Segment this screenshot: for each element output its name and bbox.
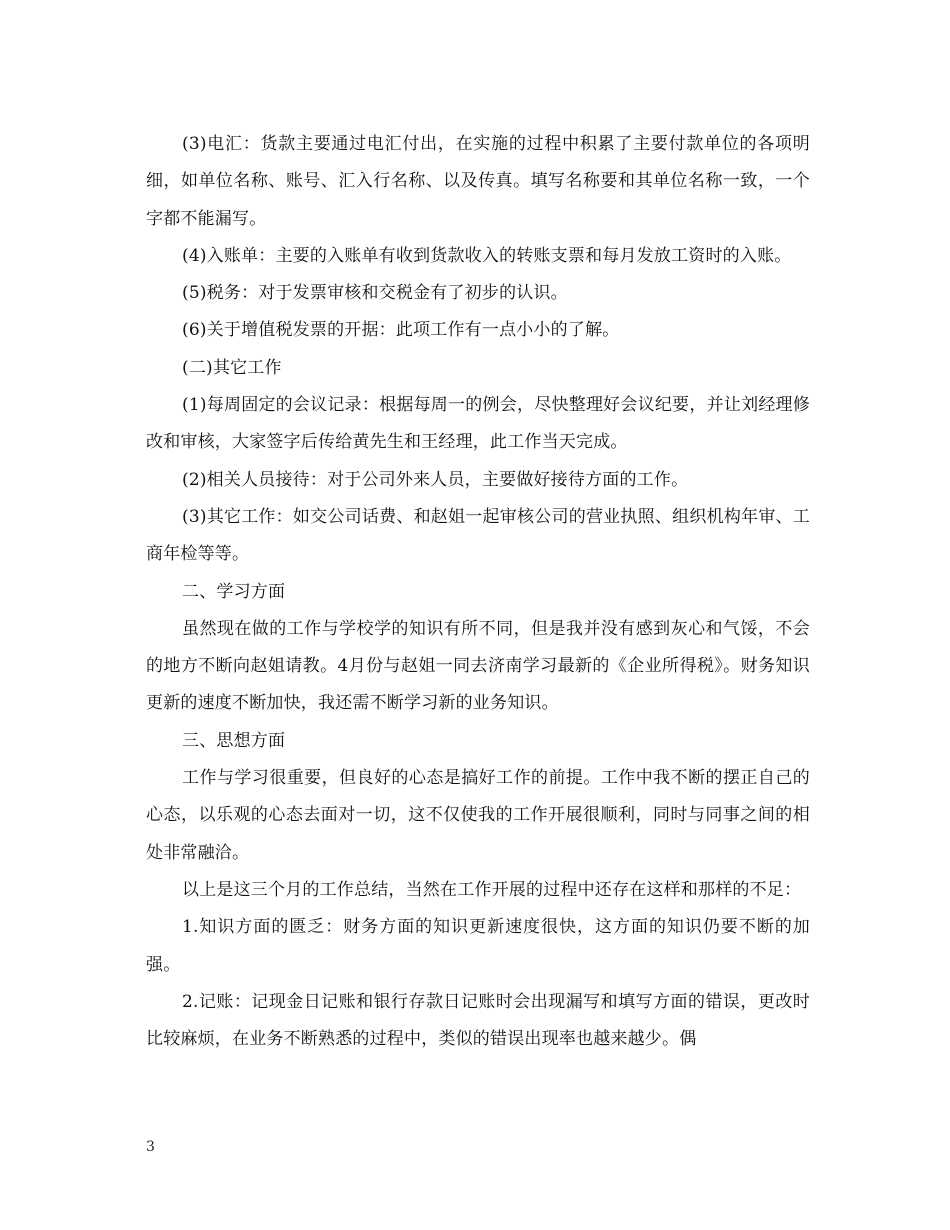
- document-body: [146, 126, 810, 1058]
- paragraph-deposit-slip: (4)入账单：主要的入账单有收到货款收入的转账支票和每月发放工资时的入账。: [182, 245, 792, 266]
- heading-learning: 二、学习方面: [182, 581, 286, 602]
- heading-other-work: (二)其它工作: [182, 357, 282, 378]
- paragraph-meeting-minutes: (1)每周固定的会议记录：根据每周一的例会，尽快整理好会议纪要，并让刘经理修改和审核，大家签字后传给黄先生和王经理，此工作当天完成。: [146, 395, 810, 453]
- paragraph-knowledge-gap: 1.知识方面的匮乏：财务方面的知识更新速度很快，这方面的知识仍要不断的加强。: [146, 917, 810, 975]
- paragraph-summary: 以上是这三个月的工作总结，当然在工作开展的过程中还存在这样和那样的不足：: [182, 879, 802, 900]
- paragraph-bookkeeping: 2.记账：记现金日记账和银行存款日记账时会出现漏写和填写方面的错误，更改时比较麻烦，在业务不断熟悉的过程中，类似的错误出现率也越来越少。偶: [146, 991, 810, 1050]
- paragraph-reception: (2)相关人员接待：对于公司外来人员，主要做好接待方面的工作。: [182, 469, 689, 490]
- paragraph-learning: 虽然现在做的工作与学校学的知识有所不同，但是我并没有感到灰心和气馁，不会的地方不断向赵姐请教。4月份与赵姐一同去济南学习最新的《企业所得税》。财务知识更新的速度不断加快，我还需不断学习新的业务知识。: [146, 618, 810, 714]
- paragraph-other-tasks: (3)其它工作：如交公司话费、和赵姐一起审核公司的营业执照、组织机构年审、工商年检等等。: [146, 506, 810, 565]
- heading-mindset: 三、思想方面: [182, 730, 286, 751]
- paragraph-vat-invoice: (6)关于增值税发票的开据：此项工作有一点小小的了解。: [182, 320, 620, 341]
- paragraph-tax: (5)税务：对于发票审核和交税金有了初步的认识。: [182, 283, 568, 304]
- paragraph-wire-transfer: (3)电汇：货款主要通过电汇付出，在实施的过程中积累了主要付款单位的各项明细，如单位名称、账号、汇入行名称、以及传真。填写名称要和其单位名称一致，一个字都不能漏写。: [146, 134, 810, 229]
- paragraph-mindset: 工作与学习很重要，但良好的心态是搞好工作的前提。工作中我不断的摆正自己的心态，以乐观的心态去面对一切，这不仅使我的工作开展很顺利，同时与同事之间的相处非常融洽。: [146, 768, 810, 863]
- page-number: 3: [146, 1139, 155, 1155]
